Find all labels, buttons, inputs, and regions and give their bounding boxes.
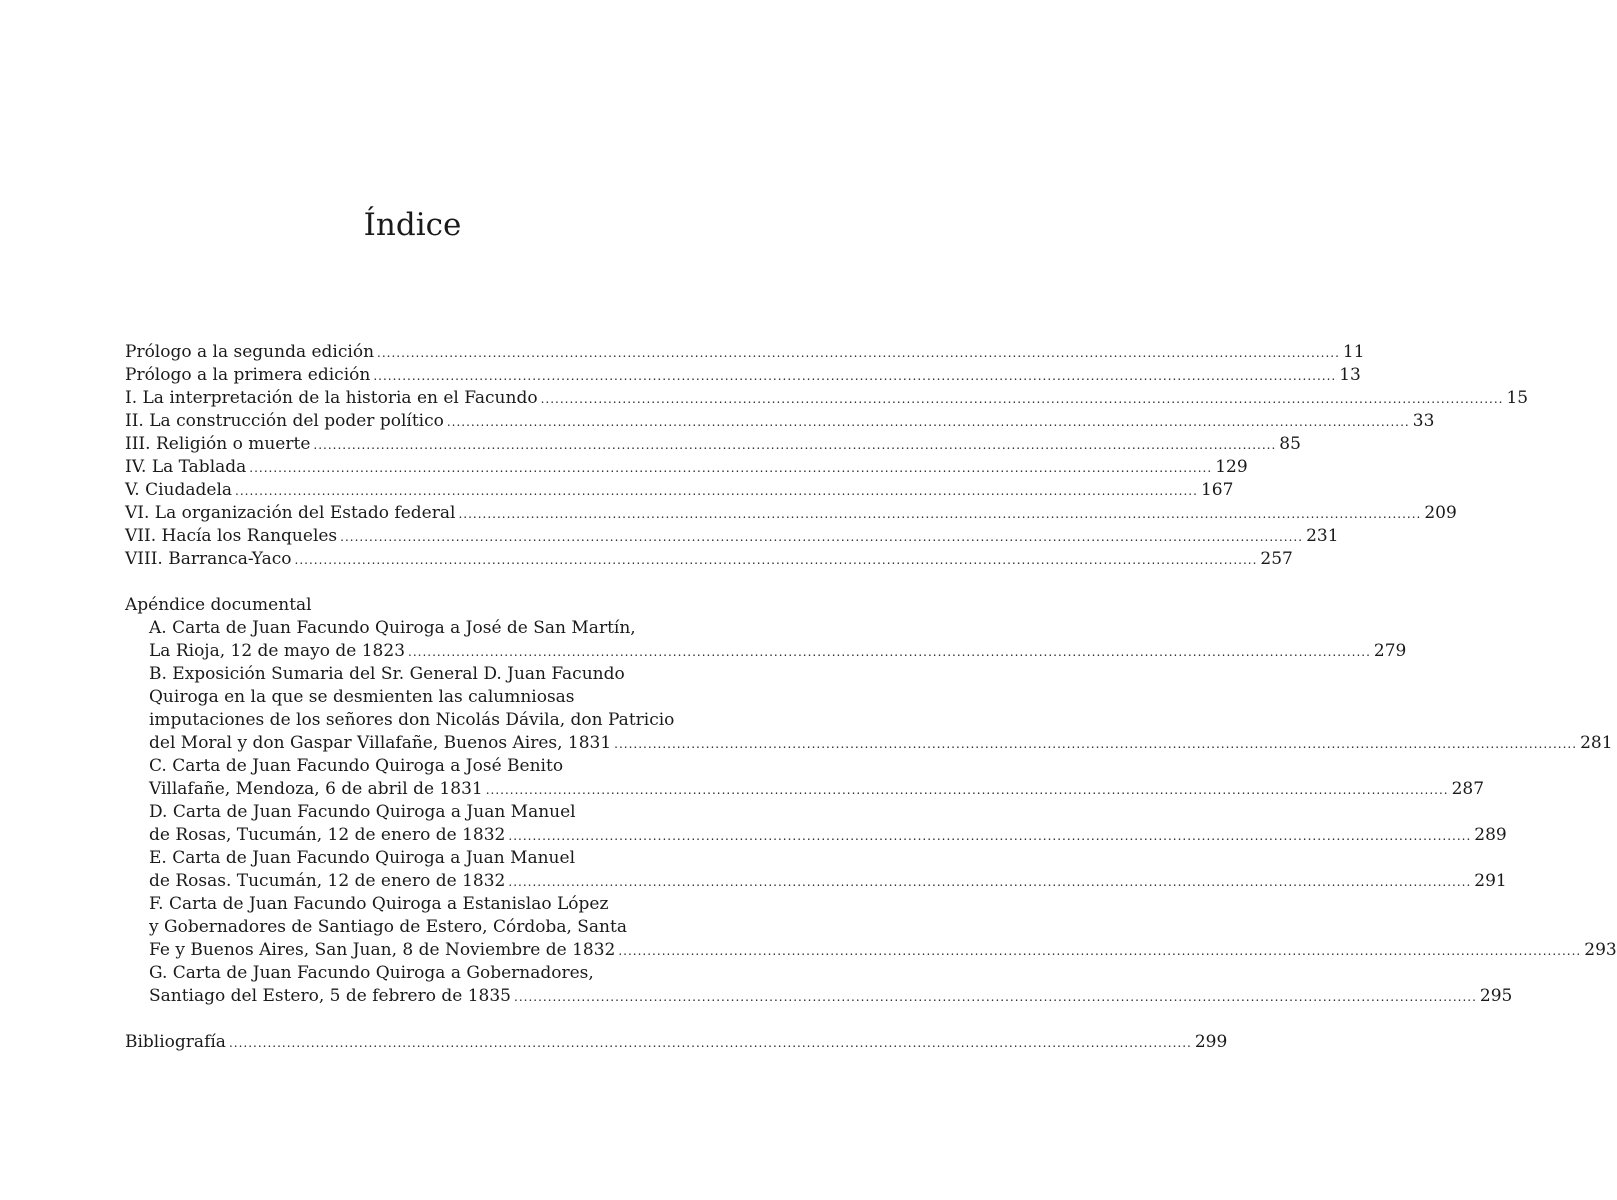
dot-leader: ........................................................................................................................................................................................................ — [446, 415, 1410, 429]
appendix-item[interactable] — [125, 801, 1507, 847]
toc-entry-bibliography[interactable] — [125, 1031, 1228, 1054]
toc-entry-label: Bibliografía — [125, 1032, 226, 1052]
toc-entry-page: 231 — [1306, 526, 1339, 546]
toc-entry-label: II. La construcción del poder político — [125, 411, 444, 431]
toc-entry-page: 33 — [1412, 411, 1435, 431]
toc-entry-label: I. La interpretación de la historia en el Facundo — [125, 388, 538, 408]
table-of-contents — [125, 341, 1617, 1054]
appendix-item[interactable] — [125, 962, 1513, 1008]
toc-entry-label: Santiago del Estero, 5 de febrero de 1835 — [149, 986, 511, 1006]
toc-entry[interactable] — [125, 525, 1339, 548]
dot-leader: ........................................................................................................................................................................................................ — [249, 461, 1213, 475]
appendix-item-line: F. Carta de Juan Facundo Quiroga a Estanislao López — [149, 894, 609, 914]
page-title: Índice — [363, 207, 462, 243]
toc-entry-page: 289 — [1474, 825, 1507, 845]
toc-entry-page: 13 — [1339, 365, 1361, 385]
toc-entry-page: 295 — [1479, 986, 1513, 1006]
dot-leader: ........................................................................................................................................................................................................ — [618, 944, 1582, 958]
chapter-list — [125, 341, 1529, 571]
toc-entry-label: V. Ciudadela — [125, 480, 233, 500]
appendix-item[interactable] — [125, 847, 1507, 893]
appendix-item-line: imputaciones de los señores don Nicolás Dávila, don Patricio — [149, 710, 675, 730]
toc-entry-page: 281 — [1580, 733, 1613, 753]
toc-entry-page: 167 — [1200, 480, 1234, 500]
toc-entry-label: Villafañe, Mendoza, 6 de abril de 1831 — [149, 779, 483, 799]
appendix-item-line: A. Carta de Juan Facundo Quiroga a José de San Martín, — [149, 618, 636, 638]
appendix-item[interactable] — [125, 755, 1485, 801]
section-gap — [125, 571, 703, 594]
dot-leader: ........................................................................................................................................................................................................ — [508, 829, 1472, 843]
toc-entry[interactable] — [125, 364, 1361, 387]
dot-leader: ........................................................................................................................................................................................................ — [485, 783, 1449, 797]
toc-entry-label: Prólogo a la segunda edición — [125, 342, 375, 362]
appendix-item[interactable] — [125, 663, 1613, 755]
toc-entry-page: 85 — [1279, 434, 1301, 454]
toc-entry[interactable] — [125, 410, 1435, 433]
appendix-item-line: E. Carta de Juan Facundo Quiroga a Juan Manuel — [149, 848, 576, 868]
toc-entry-label: VII. Hacía los Ranqueles — [125, 526, 338, 546]
toc-entry-label: de Rosas. Tucumán, 12 de enero de 1832 — [149, 871, 506, 891]
appendix-heading: Apéndice documental — [125, 595, 312, 615]
toc-entry-label: VI. La organización del Estado federal — [125, 503, 456, 523]
dot-leader: ........................................................................................................................................................................................................ — [514, 990, 1477, 1004]
dot-leader: ........................................................................................................................................................................................................ — [508, 875, 1472, 889]
appendix-item-line: B. Exposición Sumaria del Sr. General D. Juan Facundo — [149, 664, 625, 684]
toc-entry[interactable] — [125, 640, 1407, 663]
toc-entry-label: del Moral y don Gaspar Villafañe, Buenos Aires, 1831 — [149, 733, 612, 753]
toc-entry[interactable] — [125, 456, 1248, 479]
dot-leader: ........................................................................................................................................................................................................ — [377, 346, 1340, 360]
toc-entry[interactable] — [125, 479, 1234, 502]
toc-entry[interactable] — [125, 939, 1617, 962]
appendix-item-line: G. Carta de Juan Facundo Quiroga a Gobernadores, — [149, 963, 594, 983]
toc-entry[interactable] — [125, 502, 1457, 525]
toc-entry-page: 257 — [1260, 549, 1293, 569]
dot-leader: ........................................................................................................................................................................................................ — [235, 484, 1198, 498]
toc-entry[interactable] — [125, 433, 1301, 456]
toc-entry[interactable] — [125, 387, 1529, 410]
section-gap — [125, 1008, 703, 1031]
toc-entry-page: 291 — [1474, 871, 1507, 891]
appendix-item[interactable] — [125, 893, 1617, 962]
toc-entry-label: IV. La Tablada — [125, 457, 247, 477]
toc-entry-page: 293 — [1584, 940, 1617, 960]
toc-entry-page: 11 — [1342, 342, 1365, 362]
dot-leader: ........................................................................................................................................................................................................ — [228, 1036, 1192, 1050]
toc-entry-page: 15 — [1506, 388, 1529, 408]
toc-entry-label: Fe y Buenos Aires, San Juan, 8 de Noviembre de 1832 — [149, 940, 616, 960]
dot-leader: ........................................................................................................................................................................................................ — [340, 530, 1304, 544]
toc-entry[interactable] — [125, 985, 1513, 1008]
dot-leader: ........................................................................................................................................................................................................ — [540, 392, 1504, 406]
appendix-item-line: D. Carta de Juan Facundo Quiroga a Juan Manuel — [149, 802, 576, 822]
dot-leader: ........................................................................................................................................................................................................ — [458, 507, 1422, 521]
toc-entry-label: La Rioja, 12 de mayo de 1823 — [149, 641, 406, 661]
dot-leader: ........................................................................................................................................................................................................ — [408, 645, 1371, 659]
toc-entry[interactable] — [125, 778, 1485, 801]
toc-entry-page: 129 — [1215, 457, 1248, 477]
toc-entry[interactable] — [125, 870, 1507, 893]
dot-leader: ........................................................................................................................................................................................................ — [373, 369, 1337, 383]
toc-entry[interactable] — [125, 341, 1365, 364]
appendix-item-line: C. Carta de Juan Facundo Quiroga a José Benito — [149, 756, 564, 776]
dot-leader: ........................................................................................................................................................................................................ — [294, 553, 1258, 567]
toc-entry-label: Prólogo a la primera edición — [125, 365, 371, 385]
toc-entry-page: 279 — [1373, 641, 1407, 661]
toc-entry[interactable] — [125, 548, 1293, 571]
dot-leader: ........................................................................................................................................................................................................ — [313, 438, 1277, 452]
appendix-item-line: Quiroga en la que se desmienten las calumniosas — [149, 687, 575, 707]
toc-entry-page: 299 — [1194, 1032, 1228, 1052]
appendix-list — [125, 617, 1617, 1008]
appendix-item-line: y Gobernadores de Santiago de Estero, Córdoba, Santa — [149, 917, 627, 937]
toc-entry-label: III. Religión o muerte — [125, 434, 311, 454]
toc-entry-label: de Rosas, Tucumán, 12 de enero de 1832 — [149, 825, 506, 845]
toc-entry[interactable] — [125, 732, 1613, 755]
toc-entry-page: 209 — [1424, 503, 1457, 523]
toc-entry-label: VIII. Barranca-Yaco — [125, 549, 292, 569]
dot-leader: ........................................................................................................................................................................................................ — [614, 737, 1578, 751]
toc-entry[interactable] — [125, 824, 1507, 847]
appendix-item[interactable] — [125, 617, 1407, 663]
toc-entry-page: 287 — [1451, 779, 1485, 799]
